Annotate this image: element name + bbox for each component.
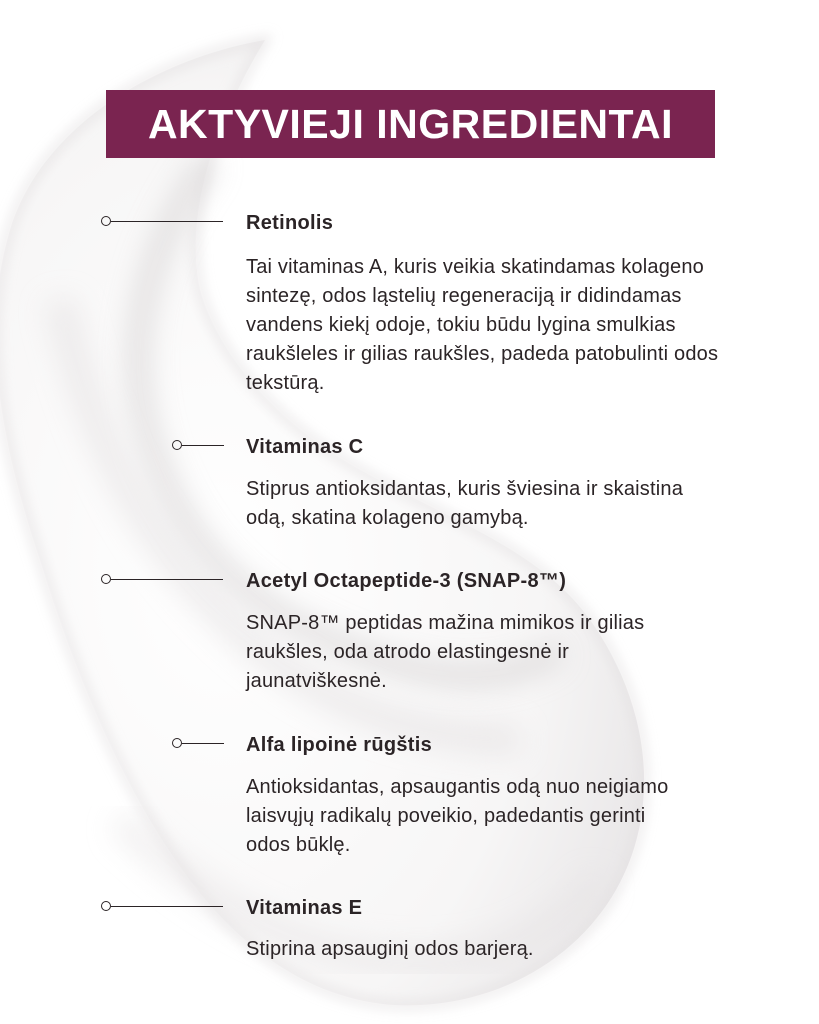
ingredient-description: Stiprina apsauginį odos barjerą. <box>246 938 534 960</box>
ingredient-name: Acetyl Octapeptide-3 (SNAP-8™) <box>246 570 567 592</box>
bullet-circle-icon <box>101 574 111 584</box>
pointer-line <box>182 445 224 446</box>
pointer-marker <box>101 900 223 914</box>
pointer-marker <box>101 573 223 587</box>
pointer-marker <box>172 439 224 453</box>
ingredient-name: Alfa lipoinė rūgštis <box>246 734 433 756</box>
bullet-circle-icon <box>101 216 111 226</box>
ingredient-name: Retinolis <box>246 212 334 234</box>
pointer-marker <box>101 215 223 229</box>
ingredient-name: Vitaminas E <box>246 897 363 919</box>
ingredient-description: Antioksidantas, apsaugantis odą nuo neigiamo laisvųjų radikalų poveikio, padedantis gerinti odos būklę. <box>246 776 669 856</box>
ingredient-description: Stiprus antioksidantas, kuris šviesina ir skaistina odą, skatina kolageno gamybą. <box>246 478 684 529</box>
pointer-line <box>111 221 223 222</box>
ingredient-description: SNAP-8™ peptidas mažina mimikos ir gilias raukšles, oda atrodo elastingesnė ir jaunatviškesnė. <box>246 612 645 692</box>
bullet-circle-icon <box>101 901 111 911</box>
pointer-marker <box>172 737 224 751</box>
title-banner <box>106 90 715 158</box>
ingredient-description: Tai vitaminas A, kuris veikia skatindamas kolageno sintezę, odos ląstelių regeneraciją ir didindamas vandens kiekį odoje, tokiu būdu lygina smulkias raukšleles ir gilias raukšles, padeda patobulinti odos tekstūrą. <box>246 256 719 394</box>
page-title: AKTYVIEJI INGREDIENTAI <box>147 100 674 147</box>
pointer-line <box>111 906 223 907</box>
bullet-circle-icon <box>172 738 182 748</box>
bullet-circle-icon <box>172 440 182 450</box>
pointer-line <box>111 579 223 580</box>
pointer-line <box>182 743 224 744</box>
ingredient-name: Vitaminas C <box>246 436 364 458</box>
